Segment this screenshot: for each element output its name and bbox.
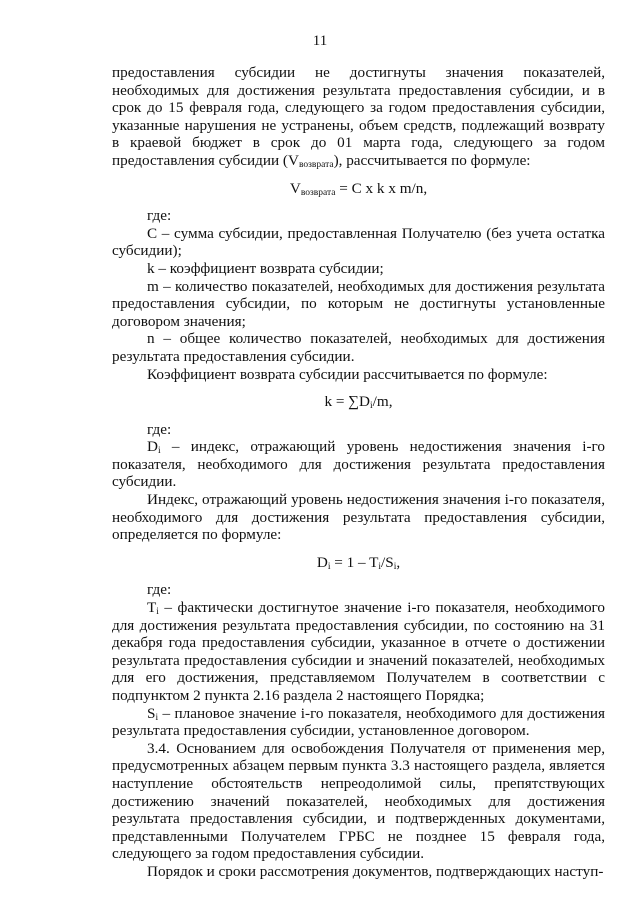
definition-m: m – количество показателей, необходимых для достижения результата предоставления субсидии, по которым не достигнуты установленные договором значения;: [112, 277, 605, 330]
definition-ti: $T_i$ – фактически достигнутое значение i-го показателя, необходимого для достижения результата предоставления субсидии, по состоянию на 31 декабря года предоставления субсидии, указанное в отчете о достижении результата предоставления субсидии и значений показателей, необходимых для его достижения, представляемом Получателем в соответствии с подпунктом 2 пункта 2.16 раздела 2 настоящего Порядка;: [112, 599, 605, 704]
where-label: где:: [147, 581, 172, 599]
formula-k: $k = \sum D_i/m$,: [324, 393, 393, 412]
formula-di: $D_i = 1 - T_i/S_i$,: [316, 553, 401, 572]
paragraph-3-4: 3.4. Основанием для освобождения Получателя от применения мер, предусмотренных абзацем первым пункта 3.3 настоящего раздела, является наступление обстоятельств непреодолимой силы, препятствующих достижению значений показателей, необходимых для достижения результата предоставления субсидии, и подтвержденных документами, представленными Получателем ГРБС не позднее 15 февраля года, следующего за годом предоставления субсидии.: [112, 739, 605, 863]
definition-si: $S_i$ – плановое значение i-го показателя, необходимого для достижения результата предоставления субсидии, установленное договором.: [112, 704, 605, 740]
paragraph-volume-return: предоставления субсидии не достигнуты значения показателей, необходимых для достижения результата предоставления субсидии, и в срок до 15 февраля года, следующего за годом предоставления субсидии, указанные нарушения не устранены, объем средств, подлежащий возврату в краевой бюджет в срок до 01 марта года, следующего за годом предоставления субсидии $(V_{возврата})$, рассчитывается по формуле:: [112, 64, 605, 170]
paragraph-last: Порядок и сроки рассмотрения документов, подтверждающих наступ-: [147, 862, 604, 880]
definition-di: $D_i$ – индекс, отражающий уровень недостижения значения i-го показателя, необходимого для достижения результата предоставления субсидии.: [112, 438, 605, 491]
formula-volume-return: $V_{возврата} = С$ x k x m/n,: [289, 179, 428, 198]
page-number: 11: [312, 33, 328, 49]
where-label: где:: [147, 207, 172, 225]
document-body: [112, 64, 605, 881]
definition-c: С – сумма субсидии, предоставленная Получателю (без учета остатка субсидии);: [112, 224, 605, 260]
definition-n: n – общее количество показателей, необходимых для достижения результата предоставления субсидии.: [112, 330, 605, 365]
index-formula-intro: Индекс, отражающий уровень недостижения значения i-го показателя, необходимого для достижения результата предоставления субсидии, определяется по формуле:: [112, 491, 605, 544]
definition-k: k – коэффициент возврата субсидии;: [147, 259, 384, 277]
k-formula-intro: Коэффициент возврата субсидии рассчитывается по формуле:: [147, 365, 548, 383]
where-label: где:: [147, 420, 172, 438]
